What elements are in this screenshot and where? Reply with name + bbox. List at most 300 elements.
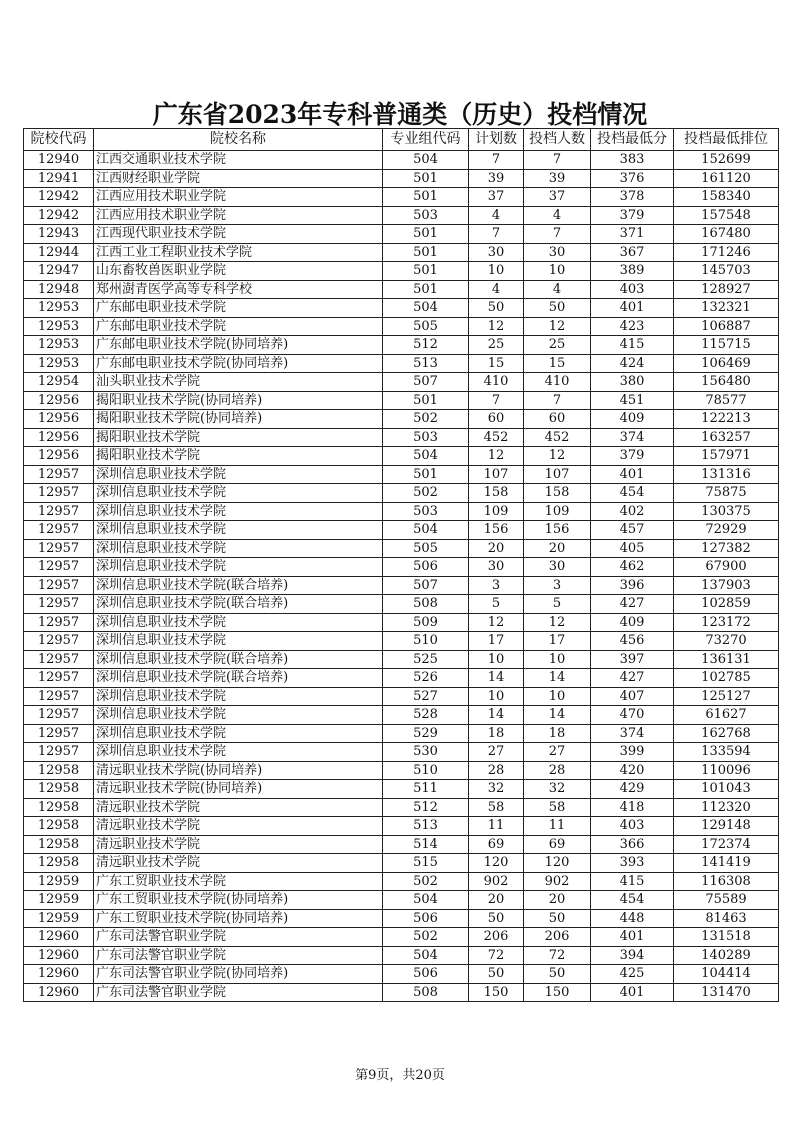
school-name-cell: 清远职业技术学院(协同培养) xyxy=(94,761,383,780)
school-name-cell: 深圳信息职业技术学院 xyxy=(94,465,383,484)
school-name-cell: 揭阳职业技术学院 xyxy=(94,447,383,466)
min-rank-cell: 72929 xyxy=(674,521,779,540)
min-rank-cell: 122213 xyxy=(674,410,779,429)
min-rank-cell: 75589 xyxy=(674,891,779,910)
school-name-cell: 广东邮电职业技术学院 xyxy=(94,299,383,318)
admitted-count-cell: 11 xyxy=(524,817,591,836)
school-code-cell: 12956 xyxy=(24,391,94,410)
school-code-cell: 12958 xyxy=(24,761,94,780)
school-name-cell: 揭阳职业技术学院(协同培养) xyxy=(94,410,383,429)
min-rank-cell: 115715 xyxy=(674,336,779,355)
plan-count-cell: 30 xyxy=(469,243,524,262)
min-rank-cell: 131518 xyxy=(674,928,779,947)
table-row xyxy=(24,780,779,799)
admitted-count-cell: 39 xyxy=(524,169,591,188)
min-rank-cell: 145703 xyxy=(674,262,779,281)
table-row xyxy=(24,669,779,688)
table-row xyxy=(24,521,779,540)
school-name-cell: 广东工贸职业技术学院 xyxy=(94,872,383,891)
header-admitted-count: 投档人数 xyxy=(524,129,591,151)
school-name-cell: 深圳信息职业技术学院 xyxy=(94,706,383,725)
min-rank-cell: 131470 xyxy=(674,983,779,1002)
plan-count-cell: 109 xyxy=(469,502,524,521)
group-code-cell: 503 xyxy=(383,206,469,225)
min-score-cell: 389 xyxy=(591,262,674,281)
school-code-cell: 12957 xyxy=(24,706,94,725)
school-code-cell: 12957 xyxy=(24,687,94,706)
admitted-count-cell: 15 xyxy=(524,354,591,373)
school-name-cell: 深圳信息职业技术学院 xyxy=(94,724,383,743)
min-rank-cell: 128927 xyxy=(674,280,779,299)
min-score-cell: 402 xyxy=(591,502,674,521)
min-score-cell: 401 xyxy=(591,299,674,318)
min-rank-cell: 161120 xyxy=(674,169,779,188)
group-code-cell: 509 xyxy=(383,613,469,632)
admitted-count-cell: 27 xyxy=(524,743,591,762)
admitted-count-cell: 4 xyxy=(524,206,591,225)
plan-count-cell: 37 xyxy=(469,188,524,207)
admitted-count-cell: 58 xyxy=(524,798,591,817)
min-rank-cell: 75875 xyxy=(674,484,779,503)
table-row xyxy=(24,817,779,836)
group-code-cell: 501 xyxy=(383,169,469,188)
table-row xyxy=(24,687,779,706)
admitted-count-cell: 12 xyxy=(524,447,591,466)
school-name-cell: 广东工贸职业技术学院(协同培养) xyxy=(94,909,383,928)
min-score-cell: 376 xyxy=(591,169,674,188)
group-code-cell: 501 xyxy=(383,280,469,299)
min-rank-cell: 78577 xyxy=(674,391,779,410)
min-rank-cell: 106469 xyxy=(674,354,779,373)
min-score-cell: 367 xyxy=(591,243,674,262)
school-name-cell: 清远职业技术学院 xyxy=(94,835,383,854)
page-number: 第9页，共20页 xyxy=(355,1068,445,1083)
table-row xyxy=(24,928,779,947)
admitted-count-cell: 12 xyxy=(524,613,591,632)
min-rank-cell: 172374 xyxy=(674,835,779,854)
group-code-cell: 502 xyxy=(383,872,469,891)
school-name-cell: 广东司法警官职业学院 xyxy=(94,928,383,947)
group-code-cell: 505 xyxy=(383,317,469,336)
admitted-count-cell: 410 xyxy=(524,373,591,392)
school-name-cell: 清远职业技术学院 xyxy=(94,798,383,817)
group-code-cell: 530 xyxy=(383,743,469,762)
table-row xyxy=(24,576,779,595)
admitted-count-cell: 109 xyxy=(524,502,591,521)
min-score-cell: 396 xyxy=(591,576,674,595)
page-title: 广东省2023年专科普通类（历史）投档情况 xyxy=(152,100,648,129)
group-code-cell: 506 xyxy=(383,558,469,577)
school-code-cell: 12958 xyxy=(24,780,94,799)
min-score-cell: 374 xyxy=(591,428,674,447)
admitted-count-cell: 158 xyxy=(524,484,591,503)
min-score-cell: 418 xyxy=(591,798,674,817)
school-name-cell: 清远职业技术学院(协同培养) xyxy=(94,780,383,799)
admitted-count-cell: 120 xyxy=(524,854,591,873)
school-name-cell: 江西现代职业技术学院 xyxy=(94,225,383,244)
min-score-cell: 451 xyxy=(591,391,674,410)
plan-count-cell: 7 xyxy=(469,391,524,410)
admitted-count-cell: 150 xyxy=(524,983,591,1002)
admission-table xyxy=(23,128,779,1002)
plan-count-cell: 39 xyxy=(469,169,524,188)
group-code-cell: 512 xyxy=(383,798,469,817)
group-code-cell: 507 xyxy=(383,576,469,595)
plan-count-cell: 410 xyxy=(469,373,524,392)
plan-count-cell: 50 xyxy=(469,299,524,318)
min-score-cell: 393 xyxy=(591,854,674,873)
plan-count-cell: 10 xyxy=(469,262,524,281)
min-rank-cell: 125127 xyxy=(674,687,779,706)
table-row xyxy=(24,706,779,725)
school-code-cell: 12957 xyxy=(24,521,94,540)
min-rank-cell: 167480 xyxy=(674,225,779,244)
admitted-count-cell: 10 xyxy=(524,262,591,281)
min-score-cell: 405 xyxy=(591,539,674,558)
min-rank-cell: 141419 xyxy=(674,854,779,873)
school-code-cell: 12960 xyxy=(24,928,94,947)
min-rank-cell: 133594 xyxy=(674,743,779,762)
table-row xyxy=(24,965,779,984)
min-score-cell: 374 xyxy=(591,724,674,743)
school-code-cell: 12959 xyxy=(24,872,94,891)
school-code-cell: 12957 xyxy=(24,613,94,632)
table-row xyxy=(24,410,779,429)
admitted-count-cell: 28 xyxy=(524,761,591,780)
school-name-cell: 江西工业工程职业技术学院 xyxy=(94,243,383,262)
school-name-cell: 清远职业技术学院 xyxy=(94,854,383,873)
school-name-cell: 深圳信息职业技术学院 xyxy=(94,502,383,521)
school-name-cell: 清远职业技术学院 xyxy=(94,817,383,836)
group-code-cell: 505 xyxy=(383,539,469,558)
header-school-name: 院校名称 xyxy=(94,129,383,151)
plan-count-cell: 20 xyxy=(469,891,524,910)
min-rank-cell: 157548 xyxy=(674,206,779,225)
admitted-count-cell: 7 xyxy=(524,391,591,410)
group-code-cell: 506 xyxy=(383,909,469,928)
school-name-cell: 广东司法警官职业学院(协同培养) xyxy=(94,965,383,984)
plan-count-cell: 5 xyxy=(469,595,524,614)
plan-count-cell: 156 xyxy=(469,521,524,540)
min-rank-cell: 131316 xyxy=(674,465,779,484)
school-code-cell: 12957 xyxy=(24,576,94,595)
group-code-cell: 503 xyxy=(383,428,469,447)
group-code-cell: 526 xyxy=(383,669,469,688)
school-name-cell: 深圳信息职业技术学院(联合培养) xyxy=(94,576,383,595)
min-score-cell: 379 xyxy=(591,447,674,466)
min-rank-cell: 102785 xyxy=(674,669,779,688)
header-min-score: 投档最低分 xyxy=(591,129,674,151)
group-code-cell: 513 xyxy=(383,817,469,836)
group-code-cell: 501 xyxy=(383,262,469,281)
plan-count-cell: 3 xyxy=(469,576,524,595)
min-rank-cell: 112320 xyxy=(674,798,779,817)
school-name-cell: 揭阳职业技术学院 xyxy=(94,428,383,447)
table-row xyxy=(24,724,779,743)
table-row xyxy=(24,909,779,928)
school-name-cell: 深圳信息职业技术学院 xyxy=(94,539,383,558)
plan-count-cell: 72 xyxy=(469,946,524,965)
school-name-cell: 深圳信息职业技术学院 xyxy=(94,687,383,706)
min-score-cell: 457 xyxy=(591,521,674,540)
min-score-cell: 427 xyxy=(591,669,674,688)
group-code-cell: 501 xyxy=(383,465,469,484)
table-header-row xyxy=(24,129,779,151)
plan-count-cell: 69 xyxy=(469,835,524,854)
min-rank-cell: 116308 xyxy=(674,872,779,891)
min-score-cell: 456 xyxy=(591,632,674,651)
admitted-count-cell: 7 xyxy=(524,151,591,170)
admitted-count-cell: 37 xyxy=(524,188,591,207)
table-row xyxy=(24,595,779,614)
group-code-cell: 504 xyxy=(383,299,469,318)
group-code-cell: 510 xyxy=(383,632,469,651)
plan-count-cell: 30 xyxy=(469,558,524,577)
admitted-count-cell: 30 xyxy=(524,243,591,262)
min-score-cell: 409 xyxy=(591,613,674,632)
school-code-cell: 12948 xyxy=(24,280,94,299)
school-name-cell: 揭阳职业技术学院(协同培养) xyxy=(94,391,383,410)
plan-count-cell: 18 xyxy=(469,724,524,743)
plan-count-cell: 4 xyxy=(469,206,524,225)
admitted-count-cell: 50 xyxy=(524,909,591,928)
admitted-count-cell: 4 xyxy=(524,280,591,299)
plan-count-cell: 107 xyxy=(469,465,524,484)
min-score-cell: 462 xyxy=(591,558,674,577)
group-code-cell: 504 xyxy=(383,946,469,965)
min-score-cell: 470 xyxy=(591,706,674,725)
min-rank-cell: 102859 xyxy=(674,595,779,614)
table-row xyxy=(24,280,779,299)
min-rank-cell: 110096 xyxy=(674,761,779,780)
admitted-count-cell: 206 xyxy=(524,928,591,947)
min-rank-cell: 140289 xyxy=(674,946,779,965)
school-code-cell: 12957 xyxy=(24,595,94,614)
table-row xyxy=(24,262,779,281)
admitted-count-cell: 107 xyxy=(524,465,591,484)
table-row xyxy=(24,391,779,410)
min-score-cell: 409 xyxy=(591,410,674,429)
group-code-cell: 528 xyxy=(383,706,469,725)
min-rank-cell: 137903 xyxy=(674,576,779,595)
min-score-cell: 399 xyxy=(591,743,674,762)
plan-count-cell: 15 xyxy=(469,354,524,373)
plan-count-cell: 50 xyxy=(469,965,524,984)
group-code-cell: 514 xyxy=(383,835,469,854)
header-group-code: 专业组代码 xyxy=(383,129,469,151)
min-score-cell: 371 xyxy=(591,225,674,244)
table-row xyxy=(24,502,779,521)
min-score-cell: 383 xyxy=(591,151,674,170)
school-name-cell: 山东畜牧兽医职业学院 xyxy=(94,262,383,281)
plan-count-cell: 14 xyxy=(469,669,524,688)
school-code-cell: 12957 xyxy=(24,669,94,688)
school-name-cell: 深圳信息职业技术学院 xyxy=(94,743,383,762)
plan-count-cell: 206 xyxy=(469,928,524,947)
group-code-cell: 502 xyxy=(383,928,469,947)
admitted-count-cell: 7 xyxy=(524,225,591,244)
min-score-cell: 378 xyxy=(591,188,674,207)
school-code-cell: 12956 xyxy=(24,410,94,429)
school-code-cell: 12947 xyxy=(24,262,94,281)
school-name-cell: 郑州澍青医学高等专科学校 xyxy=(94,280,383,299)
plan-count-cell: 32 xyxy=(469,780,524,799)
group-code-cell: 501 xyxy=(383,225,469,244)
table-row xyxy=(24,243,779,262)
min-score-cell: 394 xyxy=(591,946,674,965)
group-code-cell: 508 xyxy=(383,595,469,614)
plan-count-cell: 27 xyxy=(469,743,524,762)
group-code-cell: 507 xyxy=(383,373,469,392)
table-body xyxy=(24,151,779,1002)
min-score-cell: 454 xyxy=(591,484,674,503)
plan-count-cell: 11 xyxy=(469,817,524,836)
min-rank-cell: 130375 xyxy=(674,502,779,521)
min-score-cell: 380 xyxy=(591,373,674,392)
school-code-cell: 12960 xyxy=(24,983,94,1002)
header-plan-count: 计划数 xyxy=(469,129,524,151)
group-code-cell: 513 xyxy=(383,354,469,373)
school-code-cell: 12953 xyxy=(24,317,94,336)
group-code-cell: 503 xyxy=(383,502,469,521)
min-rank-cell: 171246 xyxy=(674,243,779,262)
school-name-cell: 深圳信息职业技术学院(联合培养) xyxy=(94,669,383,688)
school-name-cell: 江西财经职业学院 xyxy=(94,169,383,188)
plan-count-cell: 50 xyxy=(469,909,524,928)
admitted-count-cell: 25 xyxy=(524,336,591,355)
school-name-cell: 深圳信息职业技术学院(联合培养) xyxy=(94,595,383,614)
min-score-cell: 420 xyxy=(591,761,674,780)
school-code-cell: 12957 xyxy=(24,650,94,669)
plan-count-cell: 150 xyxy=(469,983,524,1002)
admitted-count-cell: 20 xyxy=(524,539,591,558)
school-name-cell: 广东工贸职业技术学院(协同培养) xyxy=(94,891,383,910)
group-code-cell: 525 xyxy=(383,650,469,669)
min-rank-cell: 163257 xyxy=(674,428,779,447)
plan-count-cell: 58 xyxy=(469,798,524,817)
table-row xyxy=(24,354,779,373)
min-rank-cell: 136131 xyxy=(674,650,779,669)
school-code-cell: 12954 xyxy=(24,373,94,392)
table-row xyxy=(24,983,779,1002)
school-code-cell: 12958 xyxy=(24,798,94,817)
admitted-count-cell: 10 xyxy=(524,687,591,706)
school-code-cell: 12958 xyxy=(24,835,94,854)
group-code-cell: 504 xyxy=(383,521,469,540)
min-score-cell: 454 xyxy=(591,891,674,910)
admitted-count-cell: 72 xyxy=(524,946,591,965)
table-row xyxy=(24,169,779,188)
table-row xyxy=(24,650,779,669)
admitted-count-cell: 50 xyxy=(524,299,591,318)
min-rank-cell: 73270 xyxy=(674,632,779,651)
table-row xyxy=(24,299,779,318)
min-rank-cell: 158340 xyxy=(674,188,779,207)
header-min-rank: 投档最低排位 xyxy=(674,129,779,151)
min-rank-cell: 123172 xyxy=(674,613,779,632)
school-name-cell: 深圳信息职业技术学院(联合培养) xyxy=(94,650,383,669)
school-code-cell: 12940 xyxy=(24,151,94,170)
school-name-cell: 广东邮电职业技术学院 xyxy=(94,317,383,336)
school-code-cell: 12953 xyxy=(24,336,94,355)
school-name-cell: 江西交通职业技术学院 xyxy=(94,151,383,170)
min-rank-cell: 104414 xyxy=(674,965,779,984)
table-row xyxy=(24,188,779,207)
school-code-cell: 12958 xyxy=(24,854,94,873)
group-code-cell: 529 xyxy=(383,724,469,743)
school-code-cell: 12941 xyxy=(24,169,94,188)
min-score-cell: 427 xyxy=(591,595,674,614)
min-score-cell: 379 xyxy=(591,206,674,225)
admitted-count-cell: 452 xyxy=(524,428,591,447)
school-name-cell: 广东邮电职业技术学院(协同培养) xyxy=(94,354,383,373)
school-name-cell: 汕头职业技术学院 xyxy=(94,373,383,392)
plan-count-cell: 452 xyxy=(469,428,524,447)
school-code-cell: 12944 xyxy=(24,243,94,262)
school-name-cell: 广东司法警官职业学院 xyxy=(94,983,383,1002)
group-code-cell: 515 xyxy=(383,854,469,873)
min-score-cell: 415 xyxy=(591,336,674,355)
min-rank-cell: 129148 xyxy=(674,817,779,836)
plan-count-cell: 7 xyxy=(469,225,524,244)
school-code-cell: 12953 xyxy=(24,354,94,373)
table-row xyxy=(24,428,779,447)
table-row xyxy=(24,632,779,651)
table-row xyxy=(24,872,779,891)
min-score-cell: 401 xyxy=(591,928,674,947)
school-code-cell: 12959 xyxy=(24,891,94,910)
plan-count-cell: 25 xyxy=(469,336,524,355)
school-name-cell: 深圳信息职业技术学院 xyxy=(94,558,383,577)
school-code-cell: 12959 xyxy=(24,909,94,928)
table-row xyxy=(24,798,779,817)
admitted-count-cell: 10 xyxy=(524,650,591,669)
table-row xyxy=(24,465,779,484)
plan-count-cell: 12 xyxy=(469,613,524,632)
min-rank-cell: 157971 xyxy=(674,447,779,466)
table-row xyxy=(24,835,779,854)
min-rank-cell: 156480 xyxy=(674,373,779,392)
school-code-cell: 12960 xyxy=(24,946,94,965)
min-rank-cell: 162768 xyxy=(674,724,779,743)
group-code-cell: 501 xyxy=(383,188,469,207)
group-code-cell: 510 xyxy=(383,761,469,780)
school-name-cell: 深圳信息职业技术学院 xyxy=(94,484,383,503)
plan-count-cell: 28 xyxy=(469,761,524,780)
school-code-cell: 12942 xyxy=(24,206,94,225)
table-row xyxy=(24,336,779,355)
plan-count-cell: 158 xyxy=(469,484,524,503)
school-code-cell: 12957 xyxy=(24,632,94,651)
school-code-cell: 12958 xyxy=(24,817,94,836)
school-code-cell: 12943 xyxy=(24,225,94,244)
group-code-cell: 501 xyxy=(383,391,469,410)
plan-count-cell: 902 xyxy=(469,872,524,891)
group-code-cell: 511 xyxy=(383,780,469,799)
school-code-cell: 12956 xyxy=(24,428,94,447)
min-score-cell: 397 xyxy=(591,650,674,669)
group-code-cell: 512 xyxy=(383,336,469,355)
school-code-cell: 12957 xyxy=(24,465,94,484)
school-name-cell: 深圳信息职业技术学院 xyxy=(94,632,383,651)
table-row xyxy=(24,206,779,225)
plan-count-cell: 10 xyxy=(469,650,524,669)
min-rank-cell: 101043 xyxy=(674,780,779,799)
plan-count-cell: 7 xyxy=(469,151,524,170)
group-code-cell: 506 xyxy=(383,965,469,984)
admitted-count-cell: 32 xyxy=(524,780,591,799)
school-code-cell: 12953 xyxy=(24,299,94,318)
